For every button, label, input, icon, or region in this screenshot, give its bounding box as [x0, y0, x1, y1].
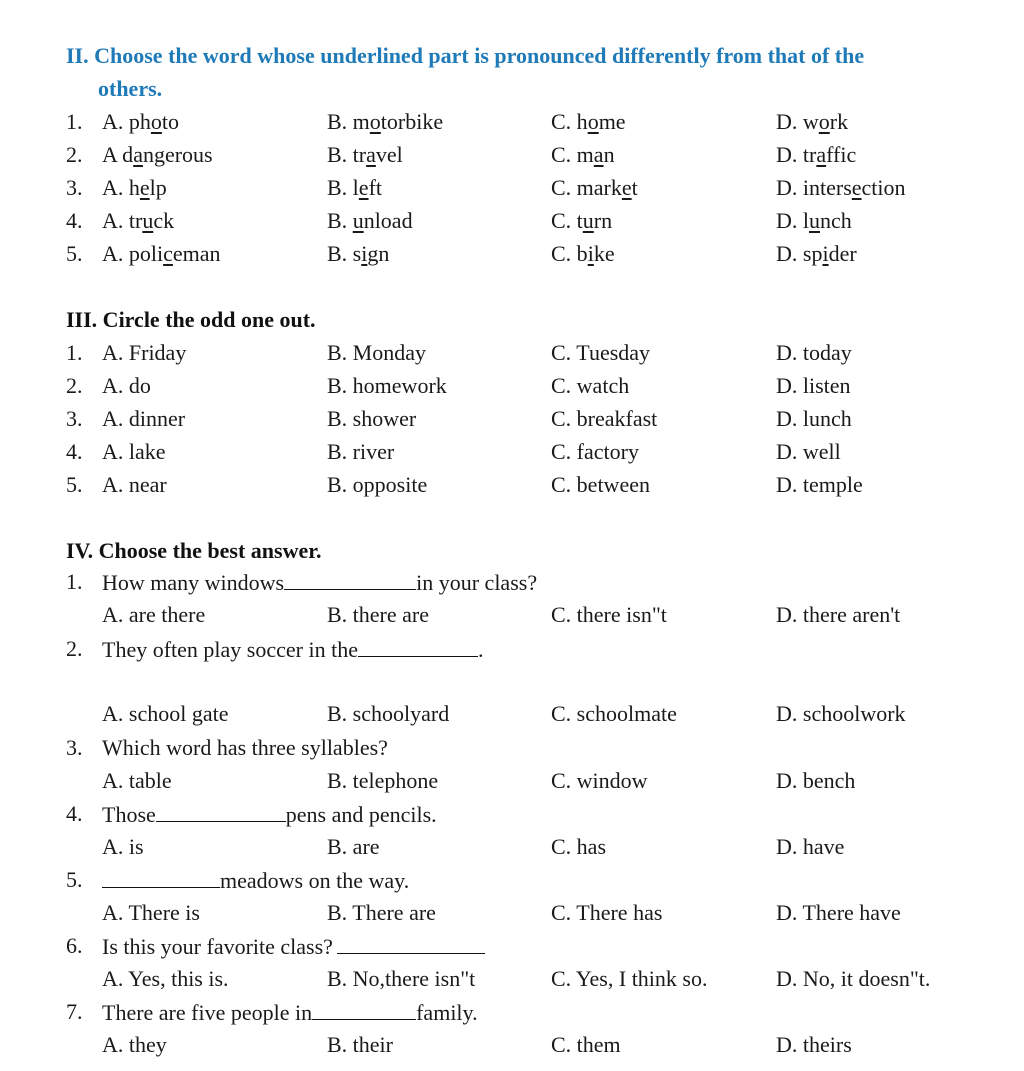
answer-blank[interactable] [358, 634, 478, 657]
option-b: B. telephone [327, 768, 439, 793]
section-3-title: III. Circle the odd one out. [66, 307, 316, 332]
question-number: 6. [66, 933, 83, 958]
question-number: 2. [66, 142, 83, 167]
option-a: A. near [102, 472, 167, 497]
s4-options-row [0, 600, 1024, 630]
option-a: A. policeman [102, 241, 221, 266]
s4-question-stem [0, 733, 1024, 763]
option-c: C. turn [551, 208, 613, 233]
option-d: D. temple [776, 472, 863, 497]
question-text: How many windows in your class? [102, 567, 537, 598]
s4-options-row [0, 832, 1024, 862]
s2-question-row [0, 239, 1024, 269]
s4-options-row [0, 766, 1024, 796]
s3-question-row [0, 470, 1024, 500]
option-d: D. schoolwork [776, 701, 906, 726]
question-number: 1. [66, 340, 83, 365]
option-c: C. home [551, 109, 626, 134]
option-a: A. There is [102, 900, 200, 925]
s2-question-row [0, 140, 1024, 170]
option-c: C. them [551, 1032, 621, 1057]
option-c: C. schoolmate [551, 701, 677, 726]
question-number: 2. [66, 373, 83, 398]
question-number: 4. [66, 801, 83, 826]
s4-question-stem [0, 997, 1024, 1027]
question-text: Which word has three syllables? [102, 735, 388, 760]
question-number: 1. [66, 109, 83, 134]
question-text: meadows on the way. [102, 865, 409, 896]
option-d: D. work [776, 109, 849, 134]
option-c: C. bike [551, 241, 615, 266]
option-d: D. listen [776, 373, 851, 398]
question-number: 2. [66, 636, 83, 661]
section-3-title-row [0, 305, 1024, 335]
option-c: C. window [551, 768, 648, 793]
option-c: C. factory [551, 439, 639, 464]
option-b: B. their [327, 1032, 393, 1057]
s4-options-row [0, 898, 1024, 928]
option-a: A. truck [102, 208, 175, 233]
option-c: C. Tuesday [551, 340, 651, 365]
option-c: C. market [551, 175, 638, 200]
option-a: A. they [102, 1032, 167, 1057]
option-a: A. lake [102, 439, 166, 464]
option-c: C. has [551, 834, 606, 859]
option-a: A. Yes, this is. [102, 966, 229, 991]
question-text: There are five people in family. [102, 997, 478, 1028]
option-b: B. travel [327, 142, 403, 167]
option-d: D. there aren't [776, 602, 901, 627]
option-b: B. No,there isn"t [327, 966, 476, 991]
option-d: D. There have [776, 900, 901, 925]
option-a: A. help [102, 175, 167, 200]
question-number: 3. [66, 735, 83, 760]
s3-question-row [0, 437, 1024, 467]
option-b: B. are [327, 834, 380, 859]
option-d: D. have [776, 834, 845, 859]
option-d: D. well [776, 439, 841, 464]
option-a: A. school gate [102, 701, 229, 726]
s4-question-stem [0, 931, 1024, 961]
option-c: C. man [551, 142, 615, 167]
option-a: A. are there [102, 602, 206, 627]
question-number: 4. [66, 208, 83, 233]
section-4-title: IV. Choose the best answer. [66, 538, 322, 563]
option-a: A. do [102, 373, 151, 398]
option-a: A. photo [102, 109, 180, 134]
option-b: B. there are [327, 602, 429, 627]
answer-blank[interactable] [156, 799, 286, 822]
s2-question-row [0, 107, 1024, 137]
option-b: B. homework [327, 373, 447, 398]
option-d: D. lunch [776, 406, 852, 431]
s4-options-row [0, 699, 1024, 729]
option-c: C. breakfast [551, 406, 658, 431]
question-number: 1. [66, 569, 83, 594]
option-a: A. Friday [102, 340, 187, 365]
question-number: 7. [66, 999, 83, 1024]
option-b: B. left [327, 175, 383, 200]
option-c: C. Yes, I think so. [551, 966, 708, 991]
section-4-title-row [0, 536, 1024, 566]
option-d: D. today [776, 340, 852, 365]
s3-question-row [0, 404, 1024, 434]
s4-options-row [0, 1030, 1024, 1060]
s4-question-stem [0, 799, 1024, 829]
option-b: B. Monday [327, 340, 426, 365]
question-number: 3. [66, 406, 83, 431]
option-b: B. schoolyard [327, 701, 450, 726]
s3-question-row [0, 338, 1024, 368]
question-text: Is this your favorite class? [102, 931, 485, 962]
s2-question-row [0, 173, 1024, 203]
option-a: A. dinner [102, 406, 186, 431]
question-number: 5. [66, 867, 83, 892]
question-text: They often play soccer in the . [102, 634, 483, 665]
option-c: C. between [551, 472, 650, 497]
option-d: D. bench [776, 768, 856, 793]
option-d: D. intersection [776, 175, 906, 200]
section-2-title-line2: others. [98, 76, 163, 101]
answer-blank[interactable] [337, 931, 485, 954]
option-b: B. opposite [327, 472, 428, 497]
s4-question-stem [0, 634, 1024, 664]
option-b: B. There are [327, 900, 436, 925]
option-a: A. is [102, 834, 144, 859]
option-a: A dangerous [102, 142, 213, 167]
option-b: B. sign [327, 241, 390, 266]
option-b: B. shower [327, 406, 417, 431]
section-2-title-cont [0, 74, 1024, 104]
option-c: C. watch [551, 373, 630, 398]
question-number: 3. [66, 175, 83, 200]
question-number: 5. [66, 472, 83, 497]
s3-question-row [0, 371, 1024, 401]
option-d: D. spider [776, 241, 857, 266]
answer-blank[interactable] [312, 997, 416, 1020]
question-number: 4. [66, 439, 83, 464]
option-d: D. traffic [776, 142, 857, 167]
option-d: D. lunch [776, 208, 852, 233]
option-d: D. No, it doesn"t. [776, 966, 931, 991]
option-b: B. motorbike [327, 109, 444, 134]
option-c: C. There has [551, 900, 663, 925]
question-text: Those pens and pencils. [102, 799, 437, 830]
question-number: 5. [66, 241, 83, 266]
option-b: B. river [327, 439, 395, 464]
option-b: B. unload [327, 208, 413, 233]
section-2-title [0, 41, 1024, 71]
s4-question-stem [0, 865, 1024, 895]
answer-blank[interactable] [284, 567, 416, 590]
option-d: D. theirs [776, 1032, 852, 1057]
section-2-title-line1: II. Choose the word whose underlined part is pronounced differently from that of the [66, 43, 865, 68]
s4-question-stem [0, 567, 1024, 597]
s4-options-row [0, 964, 1024, 994]
answer-blank[interactable] [102, 865, 220, 888]
s2-question-row [0, 206, 1024, 236]
option-a: A. table [102, 768, 172, 793]
option-c: C. there isn"t [551, 602, 667, 627]
